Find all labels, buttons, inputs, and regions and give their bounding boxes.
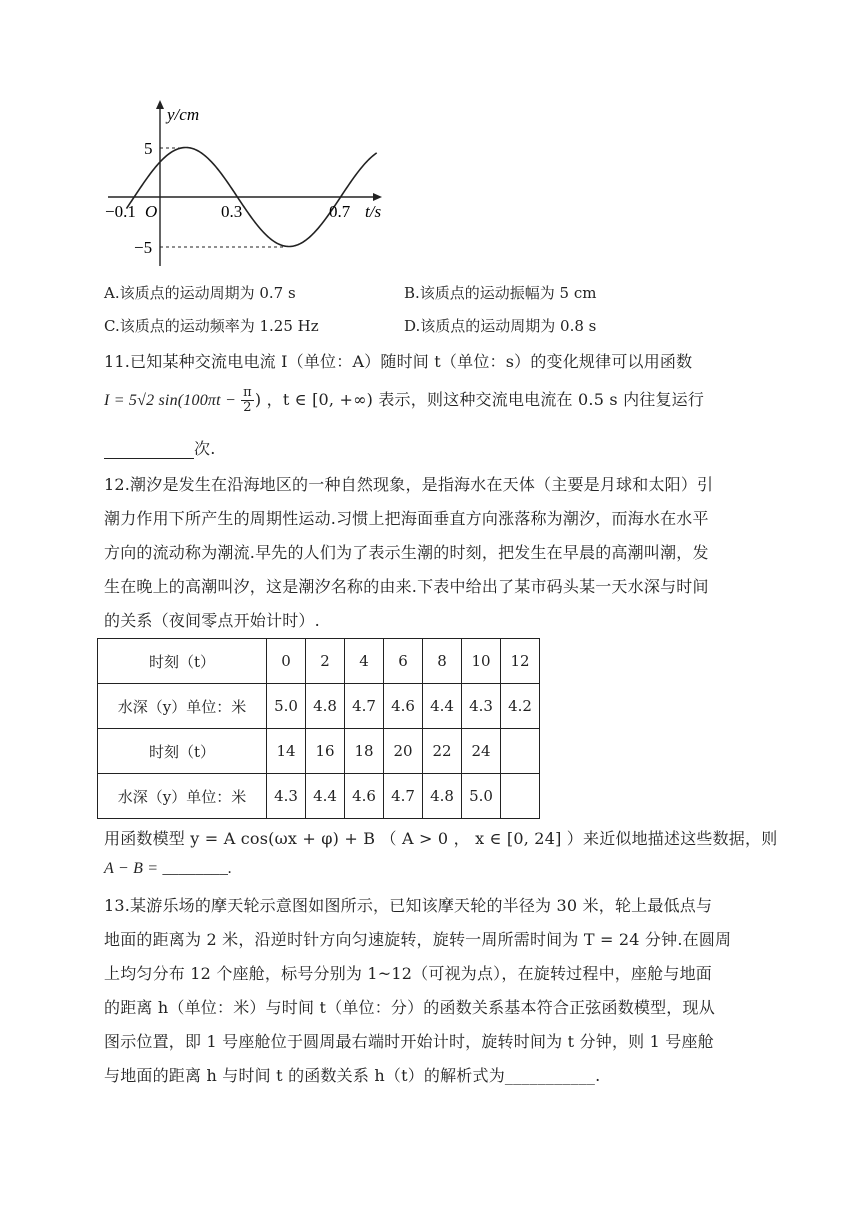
table-cell: 4.8 xyxy=(306,684,345,729)
q13-line5: 图示位置，即 1 号座舱位于圆周最右端时开始计时，旋转时间为 t 分钟，则 1 号座舱 xyxy=(104,1032,714,1051)
q11-answer-blank[interactable] xyxy=(104,439,194,459)
q12-line3: 方向的流动称为潮流.早先的人们为了表示生潮的时刻，把发生在早晨的高潮叫潮，发 xyxy=(104,543,709,562)
x-tick-label-0.3: 0.3 xyxy=(221,202,243,221)
sine-wave-graph xyxy=(100,96,400,272)
q12-model-line: 用函数模型 y = A cos(ωx + φ) + B （ A > 0 ， x ∈ [0, 24] ）来近似地描述这些数据，则 xyxy=(104,829,778,848)
table-cell: 4.6 xyxy=(384,684,423,729)
option-d: D.该质点的运动周期为 0.8 s xyxy=(404,317,597,335)
table-cell: 16 xyxy=(306,729,345,774)
tide-table xyxy=(97,638,540,819)
table-cell: 18 xyxy=(345,729,384,774)
q12-line1: 12.潮汐是发生在沿海地区的一种自然现象，是指海水在天体（主要是月球和太阳）引 xyxy=(104,475,714,494)
table-row xyxy=(98,639,540,684)
table-cell: 4.3 xyxy=(267,774,306,819)
q12-line5: 的关系（夜间零点开始计时）. xyxy=(104,611,320,630)
table-cell: 8 xyxy=(423,639,462,684)
q12-line2: 潮力作用下所产生的周期性运动.习惯上把海面垂直方向涨落称为潮汐，而海水在水平 xyxy=(104,509,709,528)
option-a: A.该质点的运动周期为 0.7 s xyxy=(104,284,296,302)
depth-header: 水深（y）单位：米 xyxy=(98,684,267,729)
q11-answer-line xyxy=(104,436,216,459)
table-cell: 4.7 xyxy=(384,774,423,819)
table-cell: 5.0 xyxy=(462,774,501,819)
time-header: 时刻（t） xyxy=(98,729,267,774)
q13-line6: 与地面的距离 h 与时间 t 的函数关系 h（t）的解析式为___________. xyxy=(104,1066,601,1085)
q12-answer-line: A − B = ________. xyxy=(104,860,233,877)
y-max-label: 5 xyxy=(144,139,153,158)
table-cell: 14 xyxy=(267,729,306,774)
q11-fraction-den: 2 xyxy=(243,400,252,415)
table-cell: 4.3 xyxy=(462,684,501,729)
y-axis-arrow xyxy=(156,100,164,109)
q11-fraction xyxy=(241,386,254,415)
table-cell: 4.4 xyxy=(423,684,462,729)
table-cell: 4.2 xyxy=(501,684,540,729)
table-row xyxy=(98,774,540,819)
y-axis-label: y/cm xyxy=(167,105,200,124)
table-row xyxy=(98,729,540,774)
q11-formula-right: ) ，t ∈ [0, +∞) 表示，则这种交流电电流在 0.5 s 内往复运行 xyxy=(254,390,705,409)
q11-fraction-num: π xyxy=(243,385,252,400)
x-axis-arrow xyxy=(373,193,382,201)
table-cell: 0 xyxy=(267,639,306,684)
table-cell: 4.7 xyxy=(345,684,384,729)
table-cell: 2 xyxy=(306,639,345,684)
table-cell: 4 xyxy=(345,639,384,684)
x-axis-label: t/s xyxy=(365,202,382,221)
x-tick-label-0.7: 0.7 xyxy=(329,202,351,221)
table-cell: 5.0 xyxy=(267,684,306,729)
depth-header: 水深（y）单位：米 xyxy=(98,774,267,819)
option-b: B.该质点的运动振幅为 5 cm xyxy=(404,284,597,302)
table-cell: 22 xyxy=(423,729,462,774)
option-c: C.该质点的运动频率为 1.25 Hz xyxy=(104,317,319,335)
table-cell xyxy=(501,729,540,774)
q11-formula-line xyxy=(104,386,704,415)
q11-suffix: 次. xyxy=(194,439,216,458)
x-tick-label-neg: −0.1 xyxy=(105,202,136,221)
q13-line4: 的距离 h（单位：米）与时间 t（单位：分）的函数关系基本符合正弦函数模型，现从 xyxy=(104,998,715,1017)
q11-formula-left: I = 5√2 sin(100πt − xyxy=(104,392,241,409)
table-cell: 12 xyxy=(501,639,540,684)
table-cell: 4.8 xyxy=(423,774,462,819)
table-cell xyxy=(501,774,540,819)
y-min-label: −5 xyxy=(134,238,153,257)
table-cell: 4.4 xyxy=(306,774,345,819)
q13-line3: 上均匀分布 12 个座舱，标号分别为 1~12（可视为点），在旋转过程中，座舱与地面 xyxy=(104,964,712,983)
table-cell: 20 xyxy=(384,729,423,774)
table-cell: 10 xyxy=(462,639,501,684)
q12-line4: 生在晚上的高潮叫汐，这是潮汐名称的由来.下表中给出了某市码头某一天水深与时间 xyxy=(104,577,709,596)
q13-line2: 地面的距离为 2 米，沿逆时针方向匀速旋转，旋转一周所需时间为 T = 24 分钟.在圆周 xyxy=(104,930,732,949)
table-cell: 6 xyxy=(384,639,423,684)
table-row xyxy=(98,684,540,729)
table-cell: 4.6 xyxy=(345,774,384,819)
q13-line1: 13.某游乐场的摩天轮示意图如图所示，已知该摩天轮的半径为 30 米，轮上最低点与 xyxy=(104,896,713,915)
table-cell: 24 xyxy=(462,729,501,774)
q11-line1: 11.已知某种交流电电流 I（单位：A）随时间 t（单位：s）的变化规律可以用函数 xyxy=(104,352,693,371)
time-header: 时刻（t） xyxy=(98,639,267,684)
origin-label: O xyxy=(145,202,158,221)
